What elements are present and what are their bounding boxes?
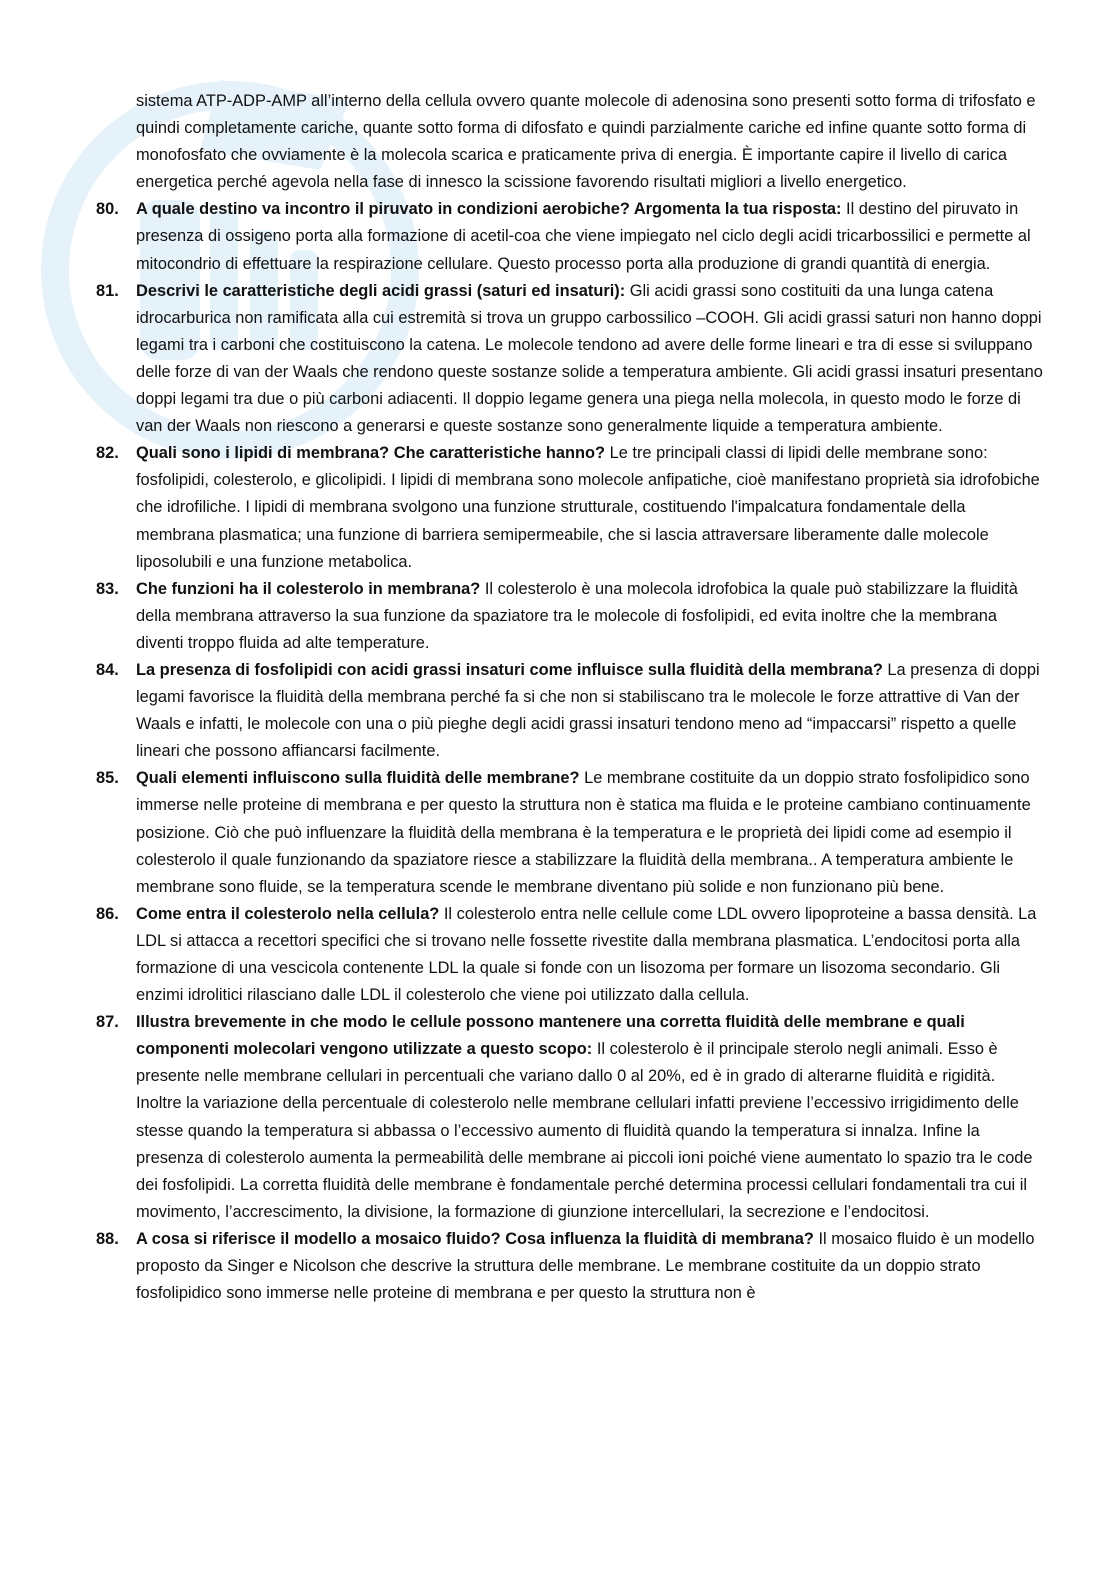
item-number: 87. [96,1013,119,1032]
item-number: 81. [96,281,119,300]
item-question: Illustra brevemente in che modo le cellule possono mantenere una corretta fluidità delle membrane e quali componenti molecolari vengono utilizzate a questo scopo: [136,1013,965,1059]
item-number: 80. [96,200,119,219]
list-item-83 [96,576,1044,657]
item-answer: Le membrane costituite da un doppio strato fosfolipidico sono immerse nelle proteine di membrana e per questo la struttura non è statica ma fluida e le proteine cambiano continuamente posizione. Ciò che può influenzare la fluidità della membrana è la temperatura e le proprietà dei lipidi come ad esempio il colesterolo il quale funzionando da spaziatore riesce a stabilizzare la fluidità della membrana.. A temperatura ambiente le membrane sono fluide, se la temperatura scende le membrane diventano più solide e non funzionano più bene. [136,769,1031,896]
list-item-86 [96,901,1044,1009]
list-item-84 [96,657,1044,765]
item-answer: Le tre principali classi di lipidi delle membrane sono: fosfolipidi, colesterolo, e glicolipidi. I lipidi di membrana sono molecole anfipatiche, cioè manifestano proprietà sia idrofobiche che idrofiliche. I lipidi di membrana svolgono una funzione strutturale, costituendo l'impalcatura fondamentale della membrana plasmatica; una funzione di barriera semipermeabile, che si lascia attraversare liberamente dalle molecole liposolubili e una funzione metabolica. [136,444,1040,571]
item-answer: Il colesterolo entra nelle cellule come LDL ovvero lipoproteine a bassa densità. La LDL si attacca a recettori specifici che si trovano nelle fossette rivestite dalla membrana plasmatica. L’endocitosi porta alla formazione di una vescicola contenente LDL la quale si fonde con un lisozoma per formare un lisozoma secondario. Gli enzimi idrolitici rilasciano dalle LDL il colesterolo che viene poi utilizzato dalla cellula. [136,904,1037,1005]
item-question: Che funzioni ha il colesterolo in membrana? [136,579,481,598]
item-answer: Il colesterolo è il principale sterolo negli animali. Esso è presente nelle membrane cellulari in percentuali che variano dallo 0 al 20%, ed è in grado di alterarne fluidità e rigidità. Inoltre la variazione della percentuale di colesterolo nelle membrane cellulari infatti previene l’eccessivo irrigidimento delle stesse quando la temperatura si abbassa o l’eccessivo aumento di fluidità quando la temperatura si innalza. Infine la presenza di colesterolo aumenta la permeabilità delle membrane ai piccoli ioni poiché viene aumentato lo spazio tra le code dei fosfolipidi. La corretta fluidità delle membrane è fondamentale perché determina processi cellulari fondamentali tra cui il movimento, l’accrescimento, la divisione, la formazione di giunzione intercellulari, la secrezione e l’endocitosi. [136,1040,1033,1221]
item-question: Quali elementi influiscono sulla fluidità delle membrane? [136,769,580,788]
list-item-80 [96,196,1044,277]
item-answer: Il colesterolo è una molecola idrofobica la quale può stabilizzare la fluidità della membrana attraverso la sua funzione da spaziatore tra le molecole di fosfolipidi, ed evita inoltre che la membrana diventi troppo fluida ad alte temperature. [136,579,1018,652]
item-answer: Gli acidi grassi sono costituiti da una lunga catena idrocarburica non ramificata alla cui estremità si trova un gruppo carbossilico –COOH. Gli acidi grassi saturi non hanno doppi legami tra i carboni che costituiscono la catena. Le molecole tendono ad avere delle forme lineari e tra di esse si sviluppano delle forze di van der Waals che rendono queste sostanze solide a temperatura ambiente. Gli acidi grassi insaturi presentano doppi legami tra due o più carboni adiacenti. Il doppio legame genera una piega nella molecola, in questo modo le forze di van der Waals non riescono a generarsi e queste sostanze sono generalmente liquide a temperatura ambiente. [136,281,1043,436]
item-question: A cosa si riferisce il modello a mosaico fluido? Cosa influenza la fluidità di membrana? [136,1229,814,1248]
item-answer: Il mosaico fluido è un modello proposto da Singer e Nicolson che descrive la struttura delle membrane. Le membrane costituite da un doppio strato fosfolipidico sono immerse nelle proteine di membrana e per questo la struttura non è [136,1229,1035,1303]
item-number: 88. [96,1229,119,1248]
list-item-85 [96,765,1044,900]
item-question: A quale destino va incontro il piruvato in condizioni aerobiche? Argomenta la tua risposta: [136,200,842,219]
item-question: La presenza di fosfolipidi con acidi grassi insaturi come influisce sulla fluidità della membrana? [136,660,883,679]
item-question: Descrivi le caratteristiche degli acidi grassi (saturi ed insaturi): [136,281,626,300]
list-item-87 [96,1009,1044,1226]
item-number: 84. [96,660,119,679]
item-number: 86. [96,904,119,923]
item-number: 82. [96,444,119,463]
item-number: 83. [96,579,119,598]
item-answer: Il destino del piruvato in presenza di ossigeno porta alla formazione di acetil-coa che viene impiegato nel ciclo degli acidi tricarbossilici e permette al mitocondrio di effettuare la respirazione cellulare. Questo processo porta alla produzione di grandi quantità di energia. [136,200,1031,273]
item-question: Come entra il colesterolo nella cellula? [136,904,440,923]
intro-paragraph: sistema ATP-ADP-AMP all’interno della cellula ovvero quante molecole di adenosina sono presenti sotto forma di trifosfato e quindi completamente cariche, quante sotto forma di difosfato e quindi parzialmente cariche ed infine quante sotto forma di monofosfato che ovviamente è la molecola scarica e praticamente priva di energia. È importante capire il livello di carica energetica perché agevola nella fase di innesco la scissione favorendo risultati migliori a livello energetico. [136,92,1036,192]
list-item-81 [96,278,1044,441]
list-item-88 [96,1226,1044,1307]
item-question: Quali sono i lipidi di membrana? Che caratteristiche hanno? [136,444,606,463]
list-item-82 [96,440,1044,575]
item-answer: La presenza di doppi legami favorisce la fluidità della membrana perché fa si che non si stabiliscano tra le molecole le forze attrattive di Van der Waals e infatti, le molecole con una o più pieghe degli acidi grassi insaturi tendono meno ad “impaccarsi” rispetto a quelle lineari che possono affiancarsi facilmente. [136,660,1040,761]
item-number: 85. [96,769,119,788]
document-content [96,88,1044,1307]
